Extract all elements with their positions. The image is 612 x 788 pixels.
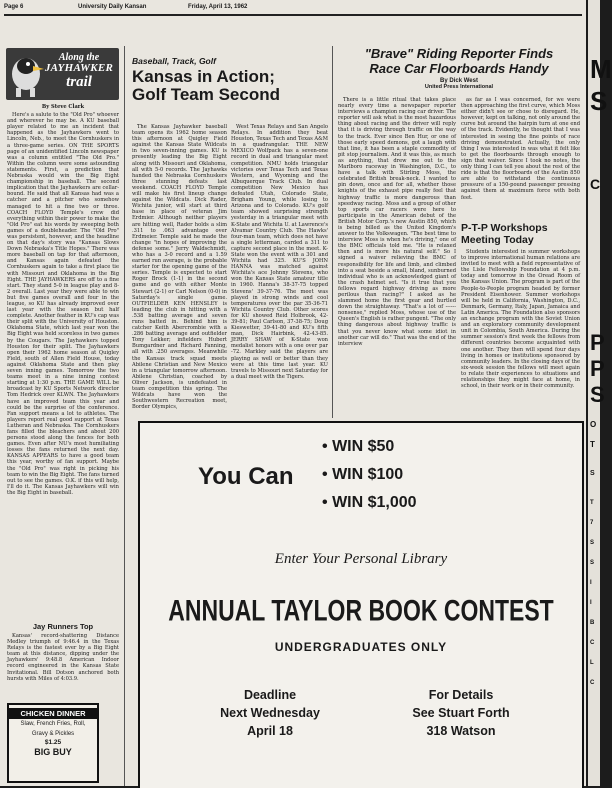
contest-prize-2-label: WIN $100 <box>332 466 404 483</box>
strip-char-10: C <box>590 680 595 686</box>
adjacent-page-strip <box>588 0 612 786</box>
contest-you-can: You Can <box>198 463 294 490</box>
left-column <box>7 104 119 621</box>
contest-deadline-block <box>180 686 360 740</box>
contest-title: ANNUAL TAYLOR BOOK CONTEST <box>168 592 554 627</box>
race-col-2-text: as far as I was concerned, for we were then approaching the first curve, which Moss either didn't see or chose to disregard. He, however, kept on talking, not only around the curve but around the hairpin turn at one end of the track. Evidently, he thought that I was interested in seeing the fine points of race driving demonstrated. Actually, the only thing I was interested in was what it felt like to get the floorboards through enough to sign that waiver. Since I took no notes, the only thing I can tell you about the rest of the ride is that the floorboards of the Austin 850 are able to withstand the continuous pressure of a 150-pound passenger pressing against them at maximum force with both feet. <box>461 97 580 201</box>
strip-char-8: C <box>590 640 595 646</box>
contest-deadline-label: Deadline <box>243 688 297 702</box>
ptp-story-header <box>461 222 580 246</box>
race-story-col-2 <box>461 97 580 215</box>
column-rule-2 <box>332 46 333 418</box>
chicken-ad-price: $1.25 <box>44 739 62 746</box>
golf-story-col-1 <box>132 124 227 416</box>
chicken-dinner-ad <box>7 703 99 783</box>
bullet-icon: • <box>322 438 328 455</box>
contest-prize-1-label: WIN $50 <box>332 438 395 455</box>
golf-col-1-text: The Kansas Jayhawker baseball team opens its 1962 home season this afternoon at Quigley Field against the Kansas State Wildcats in two seven-inning games. KU is presently leading the Big Eight along with Missouri and Oklahoma, all with 5-0 records. The Jayhawks handed the Nebraska Cornhuskers three stunning defeats last weekend. COACH FLOYD Temple will make his first lineup change against the Wildcats. Dick Rader, Wichita junior, will start at third base in place of veteran Jim Erdmier. Although neither players are hitting well, Rader holds a slim .311 to .063 advantage over Erdmeier. Temple said he made the change "in hopes of improving the defense some." Jerry Waldschmidt, who has a 3-0 record and a 1.59 earned run average, is the probable starter for the opening game of the series. Temple is expected to start Roger Brock (1-1) in the second game and go with either Monte Stewart (2-1) or Carl Nelson (0-0) in Saturday's single game. OUTFIELDER KEN HENSLEY is leading the club in hitting with a .538 batting average and seven runs batted in. Behind him is catcher Keith Abercrombie with a .286 batting average and outfielder Tony Lekker; infielders Hubert Bumgardner and Richard Fanning, all with .250 averages. Meanwhile the Kansas track squad meets Abilene Christian and New Mexico in a triangular tomorrow afternoon. Abilene Christian, coached by Oliver Jackson, is undefeated in team competition this spring. The Wildcats have won the Southwestern Recreation meet, Border Olympics, <box>132 124 227 411</box>
contest-details-person: See Stuart Forth <box>412 706 510 720</box>
strip-letter-1: M <box>590 54 612 84</box>
bullet-icon: • <box>322 466 328 483</box>
book-contest-ad <box>138 421 584 788</box>
masthead-rule <box>4 14 582 16</box>
contest-details-place: 318 Watson <box>426 724 496 738</box>
strip-char-2: 7 <box>590 520 594 526</box>
logo-line-3: trail <box>66 74 92 90</box>
ptp-headline-line-2: Meeting Today <box>461 234 534 246</box>
race-headline-line-1: "Brave" Riding Reporter Finds <box>364 46 554 61</box>
contest-subtitle: UNDERGRADUATES ONLY <box>274 640 448 654</box>
golf-col-2-text: West Texas Relays and San Angelo Relays. In addition they beat Houston, Texas Tech and Texas A&M in a quadrangular. THE NEW MEXICO Wolfpack has a seven-one record in dual and triangular meet competition. NMU holds triangular victories over Texas Tech and Texas Western, and Wyoming and the Albuquerque Track Club. In dual competition New Mexico has defeated Utah, Colorado State, Brigham Young, while losing to Arizona and to Colorado. KU's golf team showed surprising strength yesterday in a triangular meet with K-State and Wichita U. at Lawrence's Alvamar Country Club. The Hawks' four-man team, which does not have a single letterman, carded a 311 to capture second place in the meet. K-State won the event with a 301 and Wichita had 325. KU'S JOHN HANNA was matched against Wichita's ace Johnny Stevens, who won the Kansas State amateur title in 1960. Hanna's 38-37-75 topped Stevens' 39-37-76. The meet was played in strong winds and cool temperatures over the par 35-36-71 Wichita Country Club. Other scores for KU showed Reid Holbrook, 42-39-81; Paul Carlson, 37-38-75; Doug Kieswetter, 39-41-80 and KU's fifth man, Dick Hairbink, 42-43-85. JERRY SHAW of K-State won medalist honors with a one over par -72. Markley said the players are playing as well or better than they were at this time last year. KU travels to Missouri next Saturday for a dual meet with the Tigers. <box>231 124 328 380</box>
left-body: Here's a salute to the "Old Pro" whoever and wherever he may be. A KU baseball player related to me an incident that happened as the Jayhawkers went to Lincoln, Neb., to meet the Cornhuskers in a three-game series. ON THE SPORTS page of an unidentified Lincoln newspaper was a column entitled "The Old Pro." Within the column were some astounding statements. First, a prediction that Nebraska would win the Big Eight championship in baseball. The second implication that the Jayhawkers are cellar-bound. He said that all Kansas had was a catcher and a pitcher who somehow managed to hit a fine two or three. COACH FLOYD Temple's crew did everything within their power to make the "Old Pro" eat his words by sweeping both games of a doubleheader. The "Old Pro" was persistent, however, and the headline on that day's story was "Kansas Slows Down Nebraska's Title Hopes." There was more baseball on tap for that afternoon, and Kansas again defeated the Cornhuskers again to take a first place tie with Missouri and Oklahoma in the Big Eight. THE JAYHAWKERS are off to a fine start. They stand 5-0 in league play and 8-2 overall. Last year they were able to win but five games overall and four in the league, so KU has already improved over last year with the season but half complete. Another feather in KU's cap was their split with the University of Houston. Oklahoma State, which last year won the Big Eight was held scoreless in two games by the Cougars. The Jayhawkers topped Houston for their split. The Jayhawkers open their 1962 home season at Quigley Field, south of Allen Field House, today against Oklahoma State and then play seven inning games. Tomorrow the two teams meet in a nine inning contest starting at 1:30 p.m. THE GAME WILL be broadcast by KU Sports Network director Tom Hedrick over KLWN. The Jayhawkers have an improved team this year and could be the surprise of the conference. Fan support means a lot to athletes. The players report real good support at Texas Lutheran and Nebraska. The Cornhuskers fans filled the bleachers and about 200 persons stood along the fences for both games. Even after NU's most humiliating losses the fans returned the next day. KANSAS APPEARS to have a good team this year, worthy of fan support. Maybe the "Old Pro" was right in picking his team to win the Big Eight. The fans turned out to see the games. O.K. if this will help, I'll do it. The Kansas Jayhawkers will win the Big Eight in baseball. <box>7 112 119 496</box>
golf-headline-line-2: Golf Team Second <box>132 85 280 104</box>
race-story-header <box>336 46 582 90</box>
jayhawk-mascot-icon <box>6 48 46 100</box>
chicken-ad-line-2: Gravy & Pickles <box>31 730 75 737</box>
strip-numeral: S <box>590 470 595 477</box>
strip-char-6: I <box>590 600 592 606</box>
left-byline: By Steve Clark <box>41 104 85 110</box>
strip-letter-8: T <box>590 440 595 449</box>
strip-letter-7: O <box>590 420 597 429</box>
masthead <box>4 4 582 14</box>
paper-name: University Daily Kansan <box>78 4 147 10</box>
strip-letter-2: S <box>590 86 608 116</box>
strip-letter-3: C <box>590 176 601 192</box>
jayhawker-trail-logo <box>6 48 119 100</box>
golf-headline-line-1: Kansas in Action; <box>132 67 275 86</box>
golf-kicker: Baseball, Track, Golf <box>132 56 216 66</box>
strip-letter-5: P <box>590 356 605 381</box>
contest-enter-line: Enter Your Personal Library <box>274 551 448 567</box>
strip-char-4: S <box>590 560 595 566</box>
chicken-ad-line-1: Slaw, French Fries, Roll, <box>20 721 86 727</box>
strip-char-7: B <box>590 620 595 626</box>
race-headline-line-2: Race Car Floorboards Handy <box>369 61 549 76</box>
ptp-story-body <box>461 249 580 417</box>
strip-char-1: T <box>590 500 594 506</box>
issue-date: Friday, April 13, 1962 <box>188 4 248 10</box>
contest-deadline-date: April 18 <box>247 724 293 738</box>
contest-prize-2 <box>322 461 417 489</box>
jay-runners-headline: Jay Runners Top <box>32 622 94 631</box>
bullet-icon: • <box>322 494 328 511</box>
column-rule-1 <box>124 46 125 786</box>
strip-letter-6: S <box>590 382 605 407</box>
race-service: United Press International <box>424 84 494 90</box>
ptp-headline-line-1: P-T-P Workshops <box>461 222 548 234</box>
race-byline: By Dick West <box>440 78 478 84</box>
jay-runners-story <box>7 622 119 700</box>
contest-prize-list <box>322 433 417 517</box>
chicken-ad-brand: BIG BUY <box>34 747 72 757</box>
contest-prize-3-label: WIN $1,000 <box>332 494 417 511</box>
strip-char-3: S <box>590 540 595 546</box>
page-number: Page 6 <box>4 4 24 10</box>
race-col-1-text: There is a little ritual that takes place nearly every time a newspaper reporter interviews a champion racing car driver. The reporter will ask what is the most hazardous thing about racing and the driver will reply that it is driving through traffic on the way to the track. Ever since Ben Hur, or one of those early speed demons, got a laugh with that line, it has been a staple commodity of pit stop journalism. And it was this, as much as anything, that drew me out to the Marlboro raceway in Washington, D.C., to have a talk with Stirling Moss, the celebrated British break-neck. I wanted to pin down, once and for all, whether those knights of the exhaust pipe really feel that highway traffic is more dangerous than speedway racing. Moss and a group of other top sports car racers were here to participate in the American debut of the British Motor Corp.'s new Austin 850, which is being billed as the United Kingdom's answer to the Volkswagen. "The best time to interview Moss is when he's driving," one of the BMC officials told me. "He is relaxed then and is more his natural self." So I signed a waiver relieving the BMC of responsibility for life and limb, and climbed into a seat beside a small, bland, sunburned individual who is an acknowledged giant of the crash helmet set. "Is it true that you fellows regard highway driving as more perilous than racing?" I asked as he slammed home the first gear and hurtled down the straightaway. "That's a lot of ------ nonsense," replied Moss, whose use of the Queen's English is rather pungent. "The only thing dangerous about highway traffic is that you never know what some idiot in another car will do." That was the end of the interview <box>338 97 456 347</box>
strip-char-5: I <box>590 580 592 586</box>
contest-prize-1 <box>322 433 417 461</box>
strip-char-9: L <box>590 660 594 666</box>
race-story-col-1 <box>338 97 456 417</box>
logo-line-1: Along the <box>58 52 100 63</box>
contest-prize-3 <box>322 489 417 517</box>
logo-line-2: JAYHAWKER <box>44 62 114 74</box>
chicken-ad-title: CHICKEN DINNER <box>9 708 97 719</box>
jay-runners-body: Kansas' record-shattering Distance Medley triumph of 9:46.4 in the Texas Relays is the fastest ever by a Big Eight team at this distance, dipping under the Jayhawkers' 9:48.8 American Indoor record engineered in the Kansas State Invitational. Bill Dotson anchored both hursts with Miles of 4:03.9. <box>7 633 119 682</box>
ptp-body-text: Students interested in summer workshops to improve international human relations are invited to meet with a field representative of the Lisle Fellowship Foundation at 4 p.m. today and tomorrow in the Oread Room of the Kansas Union. The program is part of the People-to-People program headed by former President Eisenhower. Summer workshops will be held in California, Washington, D.C., Denmark, Germany, Italy, Japan, Jamaica and Latin America. The Foundation also sponsors an exchange program with the Soviet Union and an exploratory community development unit in Colombia, South America. During the summer session's first week the fellows from different countries become acquainted with one another. They then will spend four days living in homes or institutions sponsored by community leaders. In the closing days of the six-week session the fellows will meet again to relate their experiences to situations and relationships they might face at home, in school, in their work or in their community. <box>461 249 580 390</box>
contest-deadline-day: Next Wednesday <box>220 706 320 720</box>
contest-details-label: For Details <box>428 688 494 702</box>
contest-details-block <box>376 686 546 740</box>
golf-story-header <box>132 56 328 104</box>
golf-story-col-2 <box>231 124 328 416</box>
strip-letter-4: P <box>590 330 605 355</box>
